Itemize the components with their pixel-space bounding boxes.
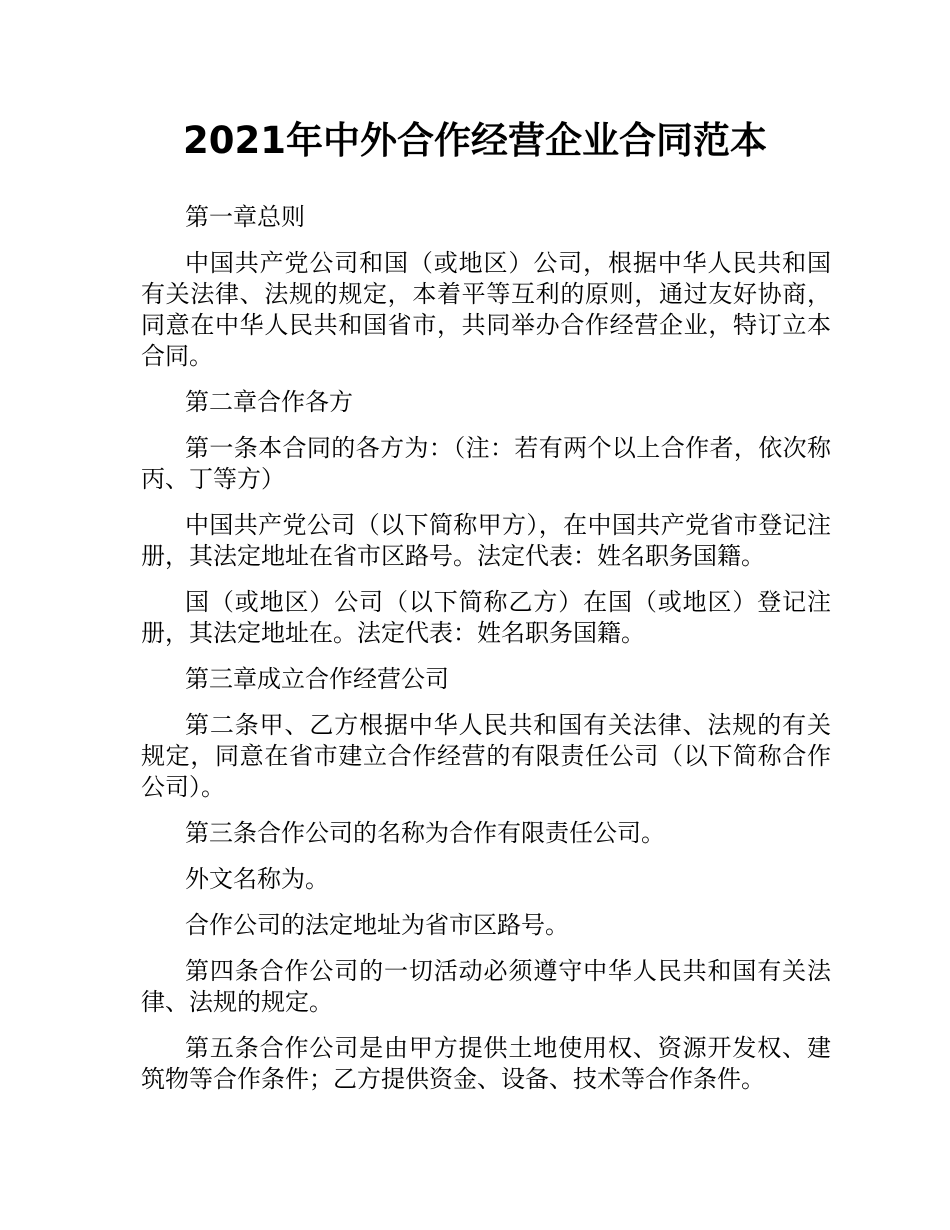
document-body — [141, 202, 831, 1110]
paragraph-article-2: 第二条甲、乙方根据中华人民共和国有关法律、法规的有关规定，同意在省市建立合作经营的有限责任公司（以下简称合作公司）。 — [141, 711, 831, 801]
document-title: 2021年中外合作经营企业合同范本 — [183, 119, 767, 162]
paragraph-chapter-2-heading: 第二章合作各方 — [185, 388, 353, 416]
paragraph-legal-address: 合作公司的法定地址为省市区路号。 — [185, 911, 569, 939]
paragraph-article-3: 第三条合作公司的名称为合作有限责任公司。 — [185, 819, 665, 847]
paragraph-article-1: 第一条本合同的各方为：（注：若有两个以上合作者，依次称丙、丁等方） — [141, 434, 831, 493]
paragraph-chapter-1-heading: 第一章总则 — [185, 203, 305, 231]
paragraph-preamble: 中国共产党公司和国（或地区）公司，根据中华人民共和国有关法律、法规的规定，本着平等互利的原则，通过友好协商，同意在中华人民共和国省市，共同举办合作经营企业，特订立本合同。 — [141, 249, 831, 370]
paragraph-article-4: 第四条合作公司的一切活动必须遵守中华人民共和国有关法律、法规的规定。 — [141, 957, 831, 1016]
paragraph-party-a: 中国共产党公司（以下简称甲方），在中国共产党省市登记注册，其法定地址在省市区路号。法定代表：姓名职务国籍。 — [141, 511, 831, 570]
paragraph-party-b: 国（或地区）公司（以下简称乙方）在国（或地区）登记注册，其法定地址在。法定代表：姓名职务国籍。 — [141, 588, 831, 647]
paragraph-article-5: 第五条合作公司是由甲方提供土地使用权、资源开发权、建筑物等合作条件；乙方提供资金、设备、技术等合作条件。 — [141, 1034, 831, 1093]
paragraph-chapter-3-heading: 第三章成立合作经营公司 — [185, 665, 449, 693]
paragraph-foreign-name: 外文名称为。 — [185, 865, 329, 893]
